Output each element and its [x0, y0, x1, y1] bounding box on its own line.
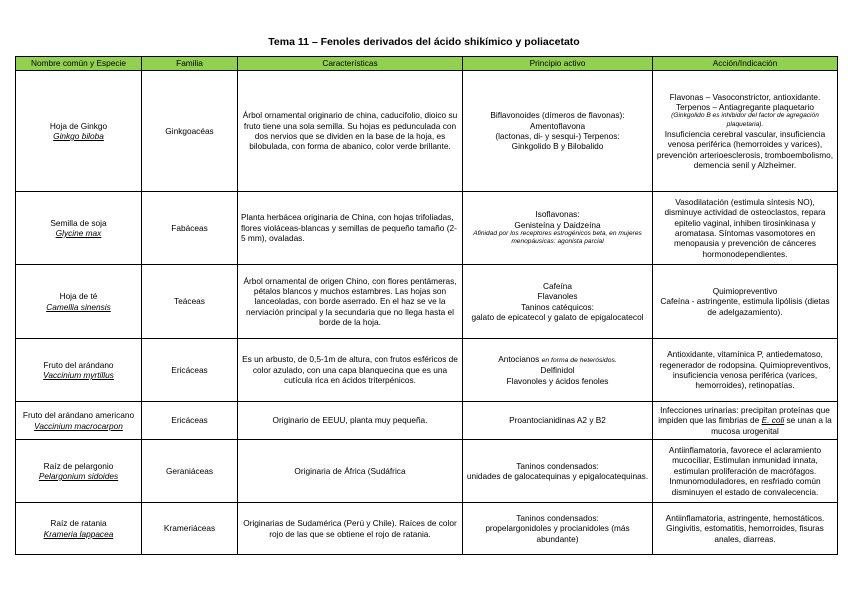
species-name: Pelargonium sidoides: [38, 471, 119, 481]
action-cell: [653, 71, 838, 192]
common-name: Raíz de pelargonio: [43, 460, 114, 471]
family-cell: Krameriáceas: [142, 503, 238, 555]
active-line: Taninos condensados:: [516, 460, 599, 471]
table-row: [16, 339, 838, 402]
active-line: [466, 354, 649, 365]
active-line: galato de epicatecol y galato de epigalocatecol: [471, 311, 644, 322]
common-name: Fruto del arándano americano: [22, 410, 135, 421]
active-principle-cell: [463, 440, 653, 503]
common-name-cell: [16, 402, 142, 440]
active-text: Antocianos: [498, 353, 540, 364]
active-line: Biflavonoides (dímeros de flavonas):: [490, 110, 625, 121]
common-name-cell: [16, 192, 142, 265]
header-characteristics: Características: [238, 57, 463, 71]
active-line: Delfinidol: [540, 365, 575, 376]
active-line: Flavonoles y ácidos fenoles: [506, 375, 609, 386]
action-line: Flavonas – Vasoconstrictor, antioxidante.: [669, 91, 821, 102]
family-cell: Fabáceas: [142, 192, 238, 265]
family-cell: Geraniáceas: [142, 440, 238, 503]
action-species: E. coli: [761, 415, 785, 426]
active-line: Amentoflavona: [529, 120, 586, 131]
active-line: Taninos condensados:: [516, 512, 599, 523]
common-name: Fruto del arándano: [43, 359, 114, 370]
active-line: Flavanoles: [537, 291, 578, 302]
common-name-cell: [16, 265, 142, 339]
action-cell: Antioxidante, vitamínica P, antiedematoso, regenerador de rodopsina. Quimiopreventivos, insuficiencia venosa periférica (varices, hemorroides), retinopatías.: [653, 339, 838, 402]
species-name: Krameria lappacea: [43, 528, 114, 539]
active-principle-cell: Proantocianidinas A2 y B2: [463, 402, 653, 440]
phenols-table: [15, 56, 838, 555]
active-principle-cell: [463, 503, 653, 555]
species-name: Camellia sinensis: [46, 301, 111, 312]
active-line: Cafeína: [542, 280, 573, 291]
active-line: Taninos catéquicos:: [521, 301, 594, 312]
table-row: [16, 192, 838, 265]
species-name: Ginkgo biloba: [53, 131, 104, 141]
active-note: Afinidad por los receptores estrogénicos beta, en mujeres menopáusicas: agonista parcial: [473, 230, 642, 246]
species-name: Vaccinium myrtillus: [43, 370, 114, 380]
active-line: unidades de galocatequinas y epigalocatequinas.: [466, 471, 649, 481]
action-line: Terpenos – Antiagregante plaquetario: [676, 102, 814, 113]
header-active-principle: Principio activo: [463, 57, 653, 71]
common-name-cell: [16, 71, 142, 192]
species-name: Vaccinium macrocarpon: [34, 420, 123, 431]
family-cell: Ericáceas: [142, 339, 238, 402]
active-principle-cell: [463, 265, 653, 339]
common-name: Raíz de ratania: [50, 518, 107, 529]
characteristics-cell: Originario de EEUU, planta muy pequeña.: [238, 402, 463, 440]
family-cell: Teáceas: [142, 265, 238, 339]
table-header-row: [16, 57, 838, 71]
species-name: Glycine max: [55, 228, 102, 238]
header-common-name: Nombre común y Especie: [16, 57, 142, 71]
common-name: Hoja de Ginkgo: [49, 120, 108, 131]
common-name-cell: [16, 339, 142, 402]
characteristics-cell: Es un arbusto, de 0,5-1m de altura, con frutos esféricos de color azulado, con una capa blanquecina que es una cutícula rica en ácidos triterpénicos.: [238, 339, 463, 402]
table-row: [16, 71, 838, 192]
page-title: Tema 11 – Fenoles derivados del ácido shikímico y poliacetato: [268, 36, 580, 48]
active-principle-cell: [463, 339, 653, 402]
table-row: [16, 440, 838, 503]
action-cell: [653, 402, 838, 440]
action-text: se unan a la mucosa urogenital: [711, 415, 832, 436]
header-family: Familia: [142, 57, 238, 71]
common-name-cell: [16, 503, 142, 555]
characteristics-cell: Árbol ornamental originario de china, caducifolio, dioico su fruto tiene una sola semilla. Su hojas es pedunculada con dos nervios que se dividen en la base de la hoja, es bilobulada, con forma de abanico, color verde brillante.: [238, 71, 463, 192]
action-line: Insuficiencia cerebral vascular, insuficiencia venosa periférica (hemorroides y varices), prevención arterioesclerosis, tromboembolismo, demencia senil y Alzheimer.: [656, 128, 834, 170]
action-cell: Antiinflamatoria, astringente, hemostáticos. Gingivitis, estomatitis, hemorroides, fisuras anales, diarreas.: [653, 503, 838, 555]
active-line: propelargonidoles y procianidoles (más abundante): [485, 523, 630, 544]
common-name: Hoja de té: [59, 291, 98, 302]
action-cell: [653, 265, 838, 339]
action-cell: Antiinflamatoria, favorece el aclaramiento mucociliar, Estimulan inmunidad innata, estimulan proliferación de macrófagos. Inmunomoduladores, en resfriado común disminuyen el estado de convalecencia.: [653, 440, 838, 503]
active-inline-note: en forma de heterósidos.: [541, 356, 617, 364]
action-line: Cafeína - astringente, estimula lipólisis (dietas de adelgazamiento).: [660, 296, 830, 317]
active-line: (lactonas, di- y sesqui-) Terpenos:: [495, 131, 620, 141]
table-row: [16, 265, 838, 339]
header-action: Acción/Indicación: [653, 57, 838, 71]
common-name: Semilla de soja: [50, 217, 107, 228]
family-cell: Ericáceas: [142, 402, 238, 440]
active-line: Ginkgolido B y Bilobalido: [511, 141, 604, 152]
characteristics-cell: Árbol ornamental de origen Chino, con flores pentámeras, pétalos blancos y muchos estambres. Las hojas son lanceoladas, con borde aserrado. En el haz se ve la nerviación principal y la secundaria que no llega hasta el borde de la hoja.: [238, 265, 463, 339]
table-row: [16, 402, 838, 440]
characteristics-cell: Planta herbácea originaria de China, con hojas trifoliadas, flores violáceas-blancas y semillas de pequeño tamaño (2-5 mm), ovaladas.: [238, 192, 463, 265]
characteristics-cell: Originaria de África (Sudáfrica: [238, 440, 463, 503]
table-row: [16, 503, 838, 555]
common-name-cell: [16, 440, 142, 503]
active-line: Genisteína y Daidzeína: [514, 219, 601, 230]
active-principle-cell: [463, 71, 653, 192]
action-text: Infecciones urinarias: precipitan proteínas que impiden que las fimbrias de: [658, 404, 830, 426]
characteristics-cell: Originarias de Sudamérica (Perú y Chile). Raíces de color rojo de las que se obtiene el rojo de ratania.: [238, 503, 463, 555]
family-cell: Ginkgoacéas: [142, 71, 238, 192]
action-cell: Vasodilatación (estimula síntesis NO), disminuye actividad de osteoclastos, repara epitelio vaginal, inhiben tirosinkinasa y aromatasa. Síntomas vasomotores en menopausia y prevención de cánceres hormonodependientes.: [653, 192, 838, 265]
action-line: Quimiopreventivo: [712, 285, 778, 296]
action-note: (Ginkgolido B es inhibidor del factor de agregación plaquetaria).: [671, 112, 819, 128]
active-line: Isoflavonas:: [535, 209, 580, 220]
active-principle-cell: [463, 192, 653, 265]
